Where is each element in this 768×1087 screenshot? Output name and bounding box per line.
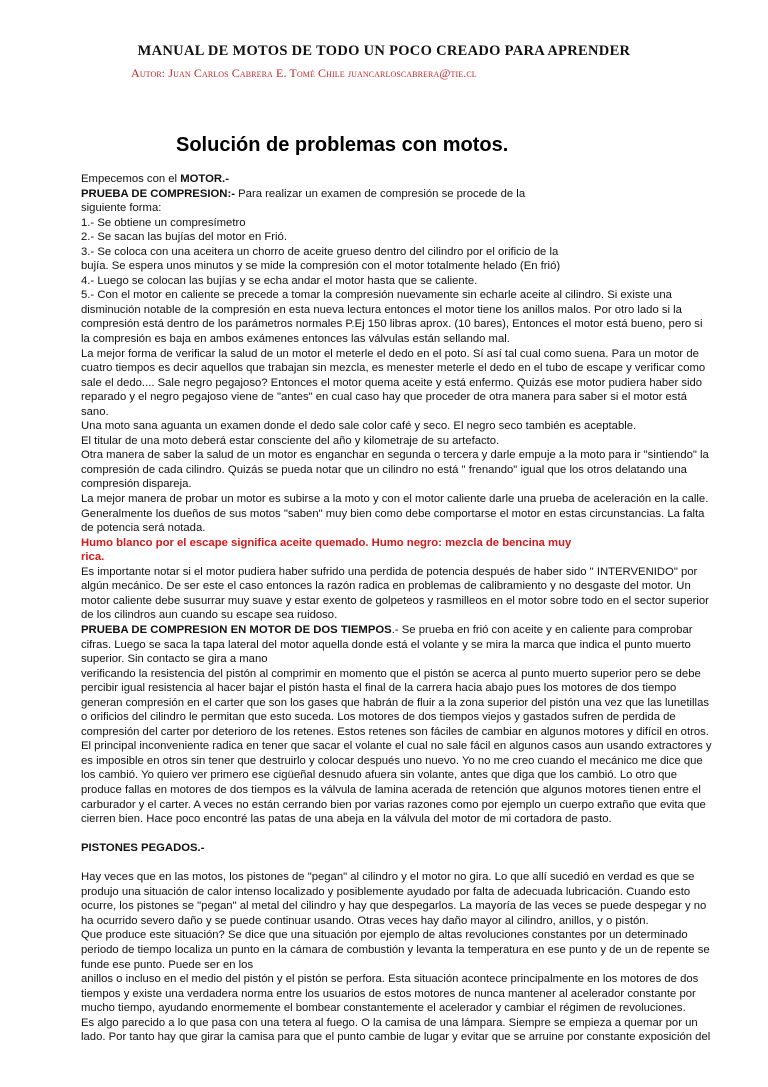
- text-run: Una moto sana aguanta un examen donde el dedo sale color café y seco. El negro seco también es aceptable.: [81, 420, 637, 433]
- text-run: los cambió. Yo quiero ver primero ese cigüeñal desnudo afuera sin volante, antes que diga que los cambió. Lo otro que: [81, 769, 677, 782]
- text-line: [81, 1016, 741, 1031]
- text-run: Para realizar un examen de compresión se procede de la: [238, 187, 526, 200]
- text-line: [81, 696, 741, 711]
- text-run: lado. Por tanto hay que girar la camisa para que el punto cambie de lugar y evitar que se arruine por constante exposición del: [81, 1031, 711, 1044]
- text-run: 1.- Se obtiene un compresímetro: [81, 216, 246, 229]
- text-line: [81, 594, 741, 609]
- text-line: [81, 317, 741, 332]
- text-run: cierren bien. Hace poco encontré las patas de una abeja en la válvula del motor de mi cortadora de pasto.: [81, 813, 612, 826]
- text-line: [81, 216, 741, 231]
- bold-text: PISTONES PEGADOS.-: [81, 842, 205, 855]
- bold-text: PRUEBA DE COMPRESION:-: [81, 187, 239, 200]
- text-line: [81, 172, 741, 187]
- text-run: motor caliente debe susurrar muy suave y estar exento de golpeteos y rasmilleos en el motor sobre todo en el sector superior: [81, 594, 709, 607]
- text-line: [81, 434, 741, 449]
- text-run: Empecemos con el: [81, 173, 181, 185]
- text-line: [81, 914, 741, 929]
- text-run: La mejor forma de verificar la salud de un motor el meterle el dedo en el poto. Sí así tal cual como suena. Para un motor de: [81, 347, 699, 360]
- text-line: [81, 347, 741, 362]
- text-run: Otra manera de saber la salud de un motor es enganchar en segunda o tercera y darle empuje a la moto para ir "sintiendo" la: [81, 449, 709, 462]
- text-line: [81, 405, 741, 420]
- text-line: [81, 623, 741, 638]
- text-line: [81, 958, 741, 973]
- text-line: [81, 492, 741, 507]
- text-line: [81, 521, 741, 536]
- highlight-text: Humo blanco por el escape significa aceite quemado. Humo negro: mezcla de bencina muy: [81, 536, 572, 549]
- text-line: [81, 187, 741, 202]
- text-run: 5.- Con el motor en caliente se precede a tomar la compresión nuevamente sin echarle aceite al cilindro. Si existe una: [81, 289, 672, 302]
- text-run: o orificios del cilindro le permitan que esto suceda. Los motores de dos tiempos viejos y gastados sufren de perdida de: [81, 711, 676, 724]
- text-run: produce fallas en motores de dos tiempos es la válvula de lamina acerada de retención que algunos motores tienen entre el: [81, 783, 701, 796]
- text-line: [81, 754, 741, 769]
- paragraph-gap: [81, 827, 741, 842]
- text-run: cuatro tiempos es decir aquellos que trabajan sin mezcla, es menester meterle el dedo en el tubo de escape y verificar como: [81, 362, 706, 375]
- text-line: [81, 259, 741, 274]
- text-line: [81, 652, 741, 667]
- text-run: 3.- Se coloca con una aceitera un chorro de aceite grueso dentro del cilindro por el orificio de la: [81, 245, 559, 258]
- text-run: ha ocurrido severo daño y se puede continuar usando. Otras veces hay daño mayor al cilindro, anillos, y o pistón.: [81, 914, 649, 927]
- text-run: de los cilindros aun cuando su escape sea ruidoso.: [81, 609, 338, 622]
- text-line: [81, 812, 741, 827]
- text-run: 2.- Se sacan las bujías del motor en Frió.: [81, 231, 287, 244]
- text-line: [81, 1030, 741, 1045]
- text-line: [81, 943, 741, 958]
- text-line: [81, 332, 741, 347]
- text-line: [81, 725, 741, 740]
- text-run: compresión de cada cilindro. Quizás se pueda notar que un cilindro no está " frenando" igual que los otros delatando una: [81, 463, 687, 476]
- text-line: [81, 230, 741, 245]
- text-run: superior. Sin contacto se gira a mano: [81, 653, 268, 666]
- text-run: disminución notable de la compresión en esta nueva lectura entonces el motor tiene los anillos malos. Por otro lado si la: [81, 303, 682, 316]
- text-line: [81, 972, 741, 987]
- text-run: sano.: [81, 405, 109, 418]
- text-run: bujía. Se espera unos minutos y se mide la compresión con el motor totalmente helado (En frió): [81, 260, 561, 273]
- text-run: Hay veces que en las motos, los pistones de "pegan" al cilindro y el motor no gira. Lo que allí sucedió en verdad es que se: [81, 871, 695, 884]
- text-line: [81, 201, 741, 216]
- text-line: [81, 638, 741, 653]
- text-line: [81, 899, 741, 914]
- bold-text: PRUEBA DE COMPRESION EN MOTOR DE DOS TIEMPOS: [81, 623, 392, 636]
- text-run: 4.- Luego se colocan las bujías y se echa andar el motor hasta que se caliente.: [81, 274, 478, 287]
- text-run: anillos o incluso en el medio del pistón y el pistón se perfora. Esta situación acontece principalmente en los motores de dos: [81, 973, 699, 986]
- text-line: [81, 681, 741, 696]
- text-run: periodo de tiempo localiza un punto en la cámara de combustión y levanta la temperatura en ese punto y de un de repente se: [81, 943, 710, 956]
- text-line: [81, 419, 741, 434]
- page-title: Solución de problemas con motos.: [176, 134, 509, 156]
- text-run: Es importante notar si el motor pudiera haber sufrido una perdida de potencia después de haber sido " INTERVENIDO" por: [81, 565, 698, 578]
- text-line: [81, 870, 741, 885]
- text-line: [81, 376, 741, 391]
- text-run: de potencia será notada.: [81, 522, 206, 535]
- text-run: compresión dispareja.: [81, 478, 192, 491]
- text-run: generan compresión en el carter que son los gases que habrán de fluir a la zona superior del pistón una vez que las lunetillas: [81, 696, 709, 709]
- text-line: [81, 710, 741, 725]
- text-line: [81, 536, 741, 551]
- text-line: [81, 245, 741, 260]
- text-run: la compresión es baja en ambos exámenes entonces las válvulas están sellando mal.: [81, 333, 510, 346]
- text-run: tiempos y existe una verdadera norma entre los usuarios de estos motores de nunca mantener al acelerador constante por: [81, 987, 696, 1000]
- text-run: ocurre, los pistones se "pegan" al metal del cilindro y hay que despegarlos. La mayoría de las veces se puede despegar y no: [81, 900, 707, 913]
- text-run: mucho tiempo, ayudando enormemente el bombear constantemente el acelerador y cambiar el régimen de revoluciones.: [81, 1002, 686, 1015]
- text-line: [81, 841, 741, 856]
- text-run: Es algo parecido a lo que pasa con una tetera al fuego. O la camisa de una lámpara. Siempre se empieza a quemar por un: [81, 1016, 698, 1029]
- text-run: sale el dedo.... Sale negro pegajoso? Entonces el motor quema aceite y está enfermo. Quizás ese motor pudiera haber sido: [81, 376, 703, 389]
- author-line: Autor: Juan Carlos Cabrera E. Tomé Chile juancarloscabrera@tie.cl: [131, 66, 477, 80]
- text-line: [81, 608, 741, 623]
- text-line: [81, 463, 741, 478]
- text-run: compresión está dentro de los parámetros normales P.Ej 150 libras aprox. (10 bares), Entonces el motor está bueno, pero si: [81, 318, 703, 331]
- text-run: La mejor manera de probar un motor es subirse a la moto y con el motor caliente darle una prueba de aceleración en la calle.: [81, 493, 709, 506]
- text-line: [81, 1001, 741, 1016]
- bold-text: MOTOR.-: [180, 173, 229, 185]
- text-run: cifras. Luego se saca la tapa lateral del motor aquella donde está el volante y se mira la marca que indica el punto muerto: [81, 638, 691, 651]
- manual-header-title: MANUAL DE MOTOS DE TODO UN POCO CREADO PARA APRENDER: [137, 43, 631, 59]
- text-line: [81, 885, 741, 900]
- text-line: [81, 507, 741, 522]
- text-line: [81, 987, 741, 1002]
- text-line: [81, 448, 741, 463]
- text-line: [81, 390, 741, 405]
- paragraph-gap: [81, 856, 741, 871]
- text-run: siguiente forma:: [81, 202, 162, 215]
- text-line: [81, 303, 741, 318]
- text-line: [81, 667, 741, 682]
- text-run: compresión del carter por deterioro de los retenes. Estos retenes son fáciles de cambiar en algunos motores y difícil en otros.: [81, 725, 709, 738]
- text-run: reparado y el negro pegajoso viene de "antes" en cual caso hay que proceder de otra manera para saber si el motor está: [81, 391, 687, 404]
- text-line: [81, 798, 741, 813]
- text-line: [81, 274, 741, 289]
- text-line: [81, 565, 741, 580]
- text-run: El principal inconveniente radica en tener que sacar el volante el cual no sale fácil en algunos casos aun usando extractores y: [81, 740, 712, 753]
- text-run: carburador y el carter. A veces no están cerrando bien por varias razones como por ejemplo un cuerpo extraño que evita que: [81, 798, 706, 811]
- text-line: [81, 477, 741, 492]
- text-line: [81, 288, 741, 303]
- text-line: [81, 928, 741, 943]
- document-body: [81, 172, 741, 1045]
- text-line: [81, 768, 741, 783]
- text-line: [81, 579, 741, 594]
- text-line: [81, 739, 741, 754]
- text-run: Que produce este situación? Se dice que una situación por ejemplo de altas revoluciones constantes por un determinado: [81, 929, 688, 942]
- text-line: [81, 550, 741, 565]
- text-run: produjo una situación de calor intenso localizado y posiblemente ayudado por falta de adecuada lubricación. Cuando esto: [81, 885, 691, 898]
- text-line: [81, 361, 741, 376]
- text-run: percibir igual resistencia al hacer bajar el pistón hasta el final de la carrera hacia abajo pues los motores de dos tiempo: [81, 682, 677, 695]
- text-run: funde ese punto. Puede ser en los: [81, 958, 254, 971]
- text-run: Generalmente los dueños de sus motos "saben" muy bien como debe comportarse el motor en estas circunstancias. La falta: [81, 507, 705, 520]
- highlight-text: rica.: [81, 551, 105, 564]
- text-run: es imposible en otros sin tener que destruirlo y colocar después uno nuevo. Yo no me creo cuando el mecánico me dice que: [81, 754, 703, 767]
- text-run: verificando la resistencia del pistón al comprimir en momento que el pistón se acerca al punto muerto superior pero se debe: [81, 667, 701, 680]
- text-run: .- Se prueba en frió con aceite y en caliente para comprobar: [391, 623, 693, 636]
- text-run: El titular de una moto deberá estar consciente del año y kilometraje de su artefacto.: [81, 434, 500, 447]
- text-run: algún mecánico. De ser este el caso entonces la razón radica en problemas de calibramiento y no desgaste del motor. Un: [81, 580, 691, 593]
- text-line: [81, 783, 741, 798]
